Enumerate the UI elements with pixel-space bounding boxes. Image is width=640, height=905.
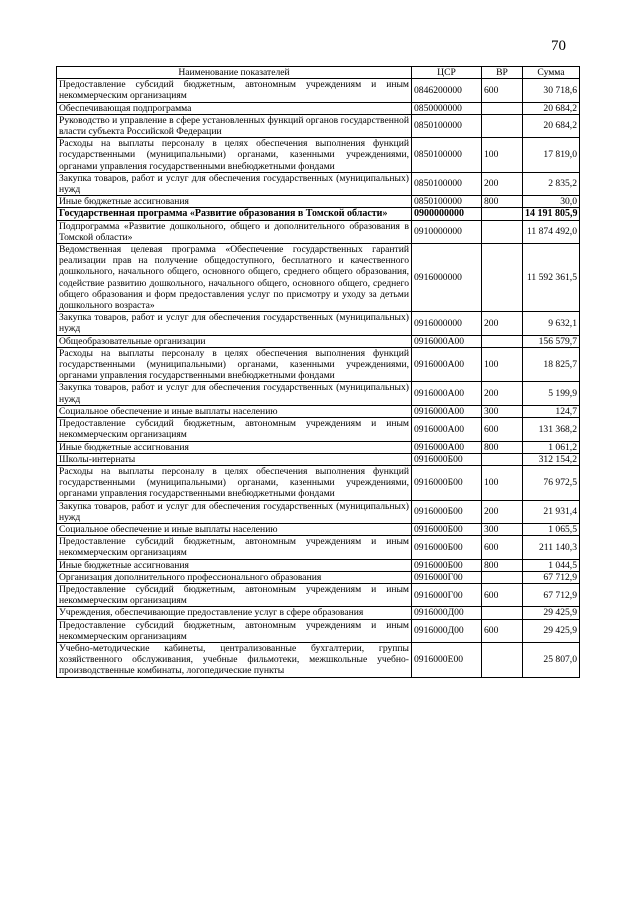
row-name-cell: Общеобразовательные организации	[57, 335, 412, 347]
row-sum-cell: 21 931,4	[523, 500, 580, 523]
table-row	[57, 523, 580, 535]
table-row	[57, 571, 580, 583]
table-row	[57, 79, 580, 102]
row-csr-cell: 0916000А00	[412, 335, 482, 347]
table-row	[57, 114, 580, 137]
row-sum-cell: 1 044,5	[523, 559, 580, 571]
table-row	[57, 607, 580, 619]
row-name-cell: Руководство и управление в сфере установленных функций органов государственной власти субъекта Российской Федерации	[57, 114, 412, 137]
row-vr-cell: 200	[482, 312, 523, 335]
header-name: Наименование показателей	[57, 67, 412, 79]
row-csr-cell: 0850100000	[412, 196, 482, 208]
row-name-cell: Предоставление субсидий бюджетным, автономным учреждениям и иным некоммерческим организациям	[57, 583, 412, 606]
row-csr-cell: 0916000Б00	[412, 453, 482, 465]
page-number: 70	[551, 38, 566, 54]
row-vr-cell: 100	[482, 465, 523, 500]
row-csr-cell: 0916000Д00	[412, 619, 482, 642]
table-row	[57, 441, 580, 453]
row-vr-cell	[482, 335, 523, 347]
row-csr-cell: 0850100000	[412, 172, 482, 195]
row-name-cell: Закупка товаров, работ и услуг для обеспечения государственных (муниципальных) нужд	[57, 172, 412, 195]
row-vr-cell: 800	[482, 559, 523, 571]
row-vr-cell	[482, 244, 523, 312]
table-row	[57, 347, 580, 382]
table-row	[57, 642, 580, 677]
row-vr-cell: 200	[482, 382, 523, 405]
row-name-cell: Подпрограмма «Развитие дошкольного, общего и дополнительного образования в Томской области»	[57, 220, 412, 243]
row-csr-cell: 0916000Б00	[412, 500, 482, 523]
row-vr-cell: 100	[482, 138, 523, 173]
row-sum-cell: 30,0	[523, 196, 580, 208]
row-csr-cell: 0846200000	[412, 79, 482, 102]
row-sum-cell: 20 684,2	[523, 102, 580, 114]
row-vr-cell: 200	[482, 172, 523, 195]
row-csr-cell: 0916000000	[412, 312, 482, 335]
row-name-cell: Учебно-методические кабинеты, централизованные бухгалтерии, группы хозяйственного обслуживания, учебные фильмотеки, межшкольные учебно-производственные комбинаты, логопедические пункты	[57, 642, 412, 677]
row-sum-cell: 312 154,2	[523, 453, 580, 465]
row-sum-cell: 29 425,9	[523, 619, 580, 642]
row-vr-cell: 200	[482, 500, 523, 523]
row-vr-cell: 600	[482, 418, 523, 441]
table-row	[57, 619, 580, 642]
row-csr-cell: 0916000А00	[412, 347, 482, 382]
row-vr-cell	[482, 453, 523, 465]
table-row	[57, 418, 580, 441]
table-row	[57, 453, 580, 465]
row-sum-cell: 67 712,9	[523, 583, 580, 606]
row-sum-cell: 211 140,3	[523, 536, 580, 559]
row-sum-cell: 25 807,0	[523, 642, 580, 677]
row-csr-cell: 0850000000	[412, 102, 482, 114]
budget-table	[56, 66, 580, 678]
row-name-cell: Предоставление субсидий бюджетным, автономным учреждениям и иным некоммерческим организациям	[57, 418, 412, 441]
table-row	[57, 172, 580, 195]
table-row	[57, 208, 580, 220]
row-sum-cell: 67 712,9	[523, 571, 580, 583]
row-csr-cell: 0850100000	[412, 114, 482, 137]
row-vr-cell	[482, 220, 523, 243]
table-row	[57, 220, 580, 243]
row-sum-cell: 18 825,7	[523, 347, 580, 382]
row-name-cell: Расходы на выплаты персоналу в целях обеспечения выполнения функций государственными (муниципальными) органами, казенными учреждениями, органами управления государственными внебюджетными фондами	[57, 347, 412, 382]
row-csr-cell: 0916000А00	[412, 405, 482, 417]
row-vr-cell	[482, 102, 523, 114]
row-vr-cell: 300	[482, 405, 523, 417]
row-csr-cell: 0916000А00	[412, 382, 482, 405]
row-sum-cell: 2 835,2	[523, 172, 580, 195]
table-row	[57, 500, 580, 523]
row-csr-cell: 0916000Б00	[412, 523, 482, 535]
row-name-cell: Расходы на выплаты персоналу в целях обеспечения выполнения функций государственными (муниципальными) органами, казенными учреждениями, органами управления государственными внебюджетными фондами	[57, 465, 412, 500]
row-csr-cell: 0900000000	[412, 208, 482, 220]
row-csr-cell: 0916000Г00	[412, 583, 482, 606]
header-vr: ВР	[482, 67, 523, 79]
row-name-cell: Школы-интернаты	[57, 453, 412, 465]
row-vr-cell	[482, 642, 523, 677]
row-vr-cell: 600	[482, 79, 523, 102]
row-sum-cell: 131 368,2	[523, 418, 580, 441]
table-row	[57, 559, 580, 571]
row-sum-cell: 1 065,5	[523, 523, 580, 535]
row-vr-cell: 600	[482, 583, 523, 606]
row-csr-cell: 0916000000	[412, 244, 482, 312]
table-row	[57, 312, 580, 335]
row-sum-cell: 124,7	[523, 405, 580, 417]
table-row	[57, 405, 580, 417]
row-csr-cell: 0916000А00	[412, 418, 482, 441]
row-sum-cell: 20 684,2	[523, 114, 580, 137]
row-vr-cell: 600	[482, 536, 523, 559]
row-sum-cell: 30 718,6	[523, 79, 580, 102]
row-vr-cell	[482, 208, 523, 220]
row-vr-cell: 300	[482, 523, 523, 535]
row-csr-cell: 0916000Г00	[412, 571, 482, 583]
row-csr-cell: 0916000Б00	[412, 559, 482, 571]
row-name-cell: Предоставление субсидий бюджетным, автономным учреждениям и иным некоммерческим организациям	[57, 619, 412, 642]
row-name-cell: Социальное обеспечение и иные выплаты населению	[57, 405, 412, 417]
row-name-cell: Учреждения, обеспечивающие предоставление услуг в сфере образования	[57, 607, 412, 619]
row-sum-cell: 11 592 361,5	[523, 244, 580, 312]
table-row	[57, 102, 580, 114]
table-row	[57, 196, 580, 208]
row-name-cell: Иные бюджетные ассигнования	[57, 559, 412, 571]
row-name-cell: Иные бюджетные ассигнования	[57, 441, 412, 453]
table-row	[57, 536, 580, 559]
row-sum-cell: 1 061,2	[523, 441, 580, 453]
row-csr-cell: 0910000000	[412, 220, 482, 243]
row-vr-cell: 100	[482, 347, 523, 382]
row-sum-cell: 17 819,0	[523, 138, 580, 173]
row-vr-cell	[482, 114, 523, 137]
row-sum-cell: 156 579,7	[523, 335, 580, 347]
row-csr-cell: 0916000Б00	[412, 465, 482, 500]
table-row	[57, 465, 580, 500]
row-csr-cell: 0916000Б00	[412, 536, 482, 559]
row-sum-cell: 14 191 805,9	[523, 208, 580, 220]
row-vr-cell: 800	[482, 441, 523, 453]
row-name-cell: Организация дополнительного профессионального образования	[57, 571, 412, 583]
row-name-cell: Иные бюджетные ассигнования	[57, 196, 412, 208]
row-sum-cell: 29 425,9	[523, 607, 580, 619]
row-sum-cell: 11 874 492,0	[523, 220, 580, 243]
row-name-cell: Закупка товаров, работ и услуг для обеспечения государственных (муниципальных) нужд	[57, 312, 412, 335]
row-sum-cell: 5 199,9	[523, 382, 580, 405]
table-row	[57, 138, 580, 173]
table-row	[57, 244, 580, 312]
row-sum-cell: 76 972,5	[523, 465, 580, 500]
row-csr-cell: 0850100000	[412, 138, 482, 173]
table-row	[57, 382, 580, 405]
row-csr-cell: 0916000Д00	[412, 607, 482, 619]
row-name-cell: Обеспечивающая подпрограмма	[57, 102, 412, 114]
table-row	[57, 583, 580, 606]
row-name-cell: Предоставление субсидий бюджетным, автономным учреждениям и иным некоммерческим организациям	[57, 79, 412, 102]
row-name-cell: Ведомственная целевая программа «Обеспечение государственных гарантий реализации прав на получение общедоступного, бесплатного и качественного дошкольного, начального общего, основного общего, среднего общего образования, содействие развитию дошкольного, начального общего, основного общего, среднего общего образования и форм предоставления услуг по присмотру и уходу за детьми дошкольного возраста»	[57, 244, 412, 312]
row-csr-cell: 0916000Е00	[412, 642, 482, 677]
row-name-cell: Закупка товаров, работ и услуг для обеспечения государственных (муниципальных) нужд	[57, 382, 412, 405]
row-csr-cell: 0916000А00	[412, 441, 482, 453]
row-vr-cell: 600	[482, 619, 523, 642]
header-csr: ЦСР	[412, 67, 482, 79]
table-header-row	[57, 67, 580, 79]
row-sum-cell: 9 632,1	[523, 312, 580, 335]
row-name-cell: Государственная программа «Развитие образования в Томской области»	[57, 208, 412, 220]
row-vr-cell: 800	[482, 196, 523, 208]
row-name-cell: Закупка товаров, работ и услуг для обеспечения государственных (муниципальных) нужд	[57, 500, 412, 523]
row-vr-cell	[482, 571, 523, 583]
header-sum: Сумма	[523, 67, 580, 79]
row-name-cell: Расходы на выплаты персоналу в целях обеспечения выполнения функций государственными (муниципальными) органами, казенными учреждениями, органами управления государственными внебюджетными фондами	[57, 138, 412, 173]
table-row	[57, 335, 580, 347]
row-name-cell: Социальное обеспечение и иные выплаты населению	[57, 523, 412, 535]
row-name-cell: Предоставление субсидий бюджетным, автономным учреждениям и иным некоммерческим организациям	[57, 536, 412, 559]
row-vr-cell	[482, 607, 523, 619]
table-body	[57, 79, 580, 677]
